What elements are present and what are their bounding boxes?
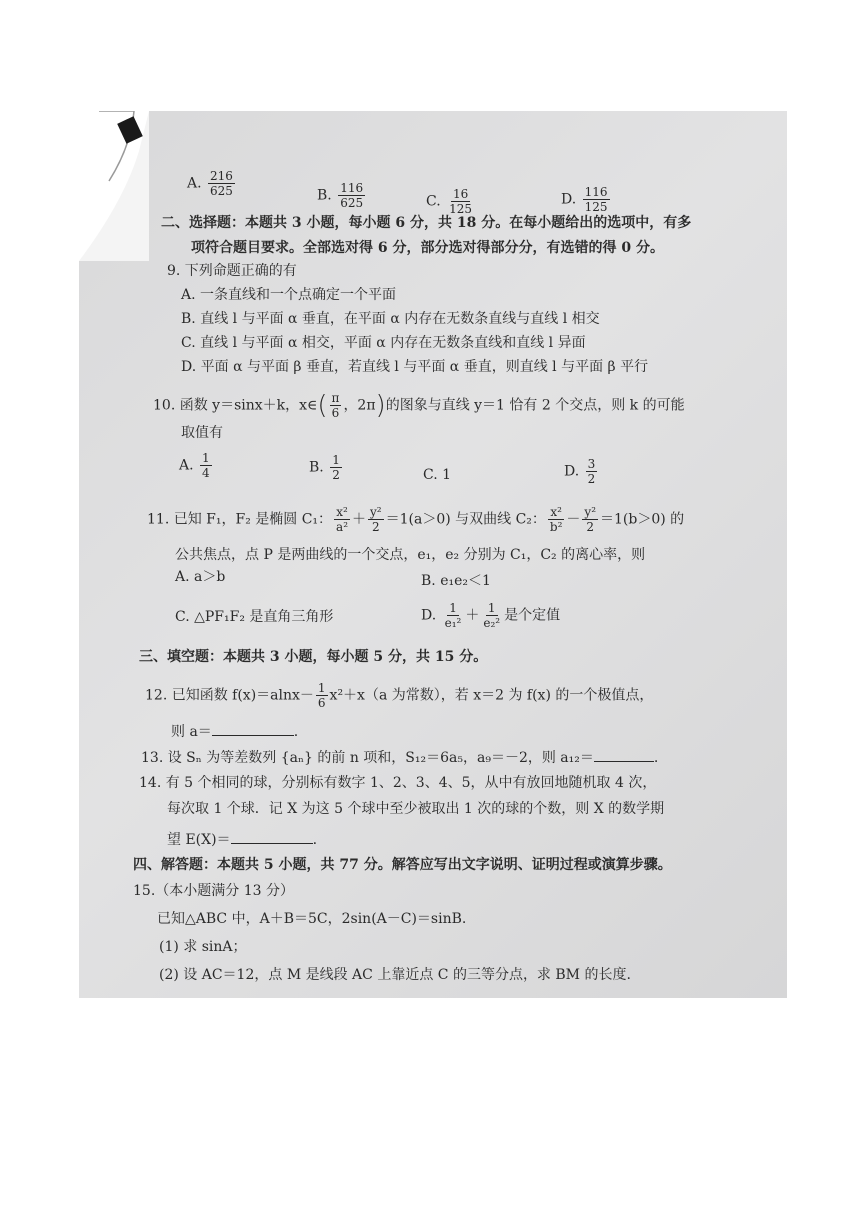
q12-answer-line: 则 a＝ . (171, 721, 298, 742)
section-2-heading: 二、选择题：本题共 3 小题，每小题 6 分，共 18 分。在每小题给出的选项中，有多 (161, 215, 692, 231)
q10-option-c: C. 1 (423, 467, 452, 483)
q9-option-c: C. 直线 l 与平面 α 相交，平面 α 内存在无数条直线和直线 l 异面 (181, 335, 586, 351)
q15-heading: 15.（本小题满分 13 分） (133, 883, 294, 899)
q13-answer-blank[interactable] (594, 747, 654, 762)
q14-line1: 14. 有 5 个相同的球，分别标有数字 1、2、3、4、5，从中有放回地随机取 4 次， (139, 775, 657, 791)
answer-card-corner (79, 111, 149, 261)
q11-option-d: D. $\frac{1}{\text{e₁²}}$ ＋ $\frac{1}{\text{e₂²}}$ 是个定值 (421, 601, 561, 630)
q8-option-d: D. $\frac{116}{125}$ (561, 185, 608, 214)
q11-option-b: B. e₁e₂＜1 (421, 573, 491, 589)
q11-option-c: C. △PF₁F₂ 是直角三角形 (175, 609, 334, 625)
q14-answer-blank[interactable] (231, 829, 313, 844)
q10-stem: 10. 函数 y＝sinx＋k，x∈( $\frac{\pi}{6}$ ，2π)的图象与直线 y＝1 恰有 2 个交点，则 k 的可能 (153, 390, 685, 421)
q12-stem: 12. 已知函数 f(x)＝alnx－ $\frac{1}{6}$ x²＋x（a 为常数），若 x＝2 为 f(x) 的一个极值点， (145, 681, 654, 710)
q11-stem: 11. 已知 F₁，F₂ 是椭圆 C₁： $\frac{\text{x²}}{\text{a²}}$ ＋ $\frac{\text{y²}}{2}$ ＝1(a＞0) 与双曲线 C₂： $\frac{\text{x²}}{\text{b²}}$ － $\frac{\text{y²}}{2}$ ＝1(b＞0) 的 (147, 505, 685, 534)
q15-given: 已知△ABC 中，A＋B＝5C，2sin(A－C)＝sinB. (157, 911, 467, 927)
q14-line2: 每次取 1 个球．记 X 为这 5 个球中至少被取出 1 次的球的个数，则 X 的数学期 (167, 801, 665, 817)
q11-stem-line2: 公共焦点，点 P 是两曲线的一个交点，e₁，e₂ 分别为 C₁，C₂ 的离心率，则 (175, 547, 646, 563)
q9-stem: 9. 下列命题正确的有 (167, 263, 297, 279)
q8-option-b: B. $\frac{116}{625}$ (317, 181, 364, 210)
q10-stem-line2: 取值有 (181, 425, 223, 441)
q10-option-d: D. $\frac{3}{2}$ (564, 457, 596, 486)
exam-paper-photo (79, 111, 787, 998)
section-2-instructions: 项符合题目要求。全部选对得 6 分，部分选对得部分分，有选错的得 0 分。 (191, 240, 664, 256)
q15-part-2: (2) 设 AC＝12，点 M 是线段 AC 上靠近点 C 的三等分点，求 BM 的长度. (159, 967, 631, 983)
q10-option-a: A. $\frac{1}{4}$ (179, 451, 210, 480)
q14-line3: 望 E(X)＝ . (167, 829, 317, 850)
q9-option-d: D. 平面 α 与平面 β 垂直，若直线 l 与平面 α 垂直，则直线 l 与平面 β 平行 (181, 359, 649, 375)
section-3-heading: 三、填空题：本题共 3 小题，每小题 5 分，共 15 分。 (139, 649, 488, 665)
q13-stem: 13. 设 Sₙ 为等差数列 {aₙ} 的前 n 项和，S₁₂＝6a₅，a₉＝－2，则 a₁₂＝ . (141, 747, 658, 768)
q12-answer-blank[interactable] (212, 721, 294, 736)
q9-option-b: B. 直线 l 与平面 α 垂直，在平面 α 内存在无数条直线与直线 l 相交 (181, 311, 600, 327)
q15-part-1: (1) 求 sinA； (159, 939, 247, 955)
q9-option-a: A. 一条直线和一个点确定一个平面 (181, 287, 397, 303)
section-4-heading: 四、解答题：本题共 5 小题，共 77 分。解答应写出文字说明、证明过程或演算步骤。 (133, 857, 672, 873)
q8-option-c: C. $\frac{16}{125}$ (426, 187, 473, 216)
q8-option-a: A. $\frac{216}{625}$ (187, 169, 233, 198)
q10-option-b: B. $\frac{1}{2}$ (309, 453, 340, 482)
q11-option-a: A. a＞b (175, 569, 226, 585)
